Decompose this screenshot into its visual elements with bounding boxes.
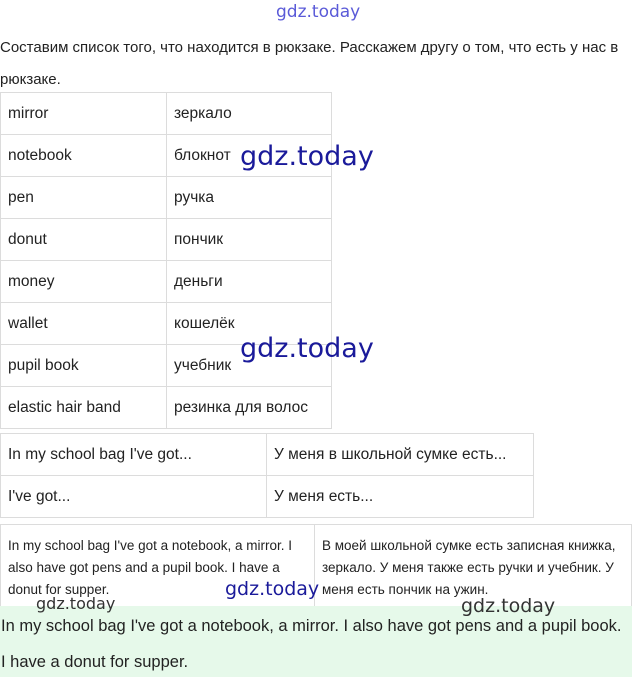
russian-word: деньги bbox=[167, 261, 332, 303]
english-phrase: In my school bag I've got... bbox=[1, 434, 267, 476]
story-russian: В моей школьной сумке есть записная книжка, зеркало. У меня также есть ручки и учебник. У меня есть пончик на ужин. bbox=[315, 525, 632, 608]
watermark: gdz.today bbox=[276, 2, 361, 22]
english-phrase: I've got... bbox=[1, 476, 267, 518]
table-row bbox=[1, 261, 332, 303]
english-word: mirror bbox=[1, 93, 167, 135]
watermark: gdz.today bbox=[240, 333, 374, 364]
intro-text: Составим список того, что находится в рюкзаке. Расскажем другу о том, что есть у нас в рюкзаке. bbox=[0, 39, 619, 88]
watermark: gdz.today bbox=[240, 141, 374, 172]
watermark: gdz.today bbox=[461, 595, 556, 617]
english-word: donut bbox=[1, 219, 167, 261]
russian-word: блокнот bbox=[167, 135, 332, 177]
phrases-table bbox=[0, 433, 534, 518]
english-word: notebook bbox=[1, 135, 167, 177]
table-row bbox=[1, 177, 332, 219]
russian-phrase: У меня есть... bbox=[267, 476, 534, 518]
table-row bbox=[1, 476, 534, 518]
table-row bbox=[1, 93, 332, 135]
russian-word: резинка для волос bbox=[167, 387, 332, 429]
russian-word: пончик bbox=[167, 219, 332, 261]
russian-word: ручка bbox=[167, 177, 332, 219]
english-word: elastic hair band bbox=[1, 387, 167, 429]
english-word: money bbox=[1, 261, 167, 303]
russian-word: учебник bbox=[167, 345, 332, 387]
watermark: gdz.today bbox=[36, 594, 116, 613]
table-row bbox=[1, 387, 332, 429]
answer-box: In my school bag I've got a notebook, a mirror. I also have got pens and a pupil book. I have a donut for supper. bbox=[0, 606, 632, 677]
russian-word: зеркало bbox=[167, 93, 332, 135]
english-word: wallet bbox=[1, 303, 167, 345]
russian-word: кошелёк bbox=[167, 303, 332, 345]
russian-phrase: У меня в школьной сумке есть... bbox=[267, 434, 534, 476]
watermark: gdz.today bbox=[225, 578, 320, 600]
table-row bbox=[1, 219, 332, 261]
story-english: In my school bag I've got a notebook, a mirror. I also have got pens and a pupil book. I have a donut for supper. bbox=[1, 525, 315, 608]
table-row bbox=[1, 434, 534, 476]
english-word: pen bbox=[1, 177, 167, 219]
english-word: pupil book bbox=[1, 345, 167, 387]
